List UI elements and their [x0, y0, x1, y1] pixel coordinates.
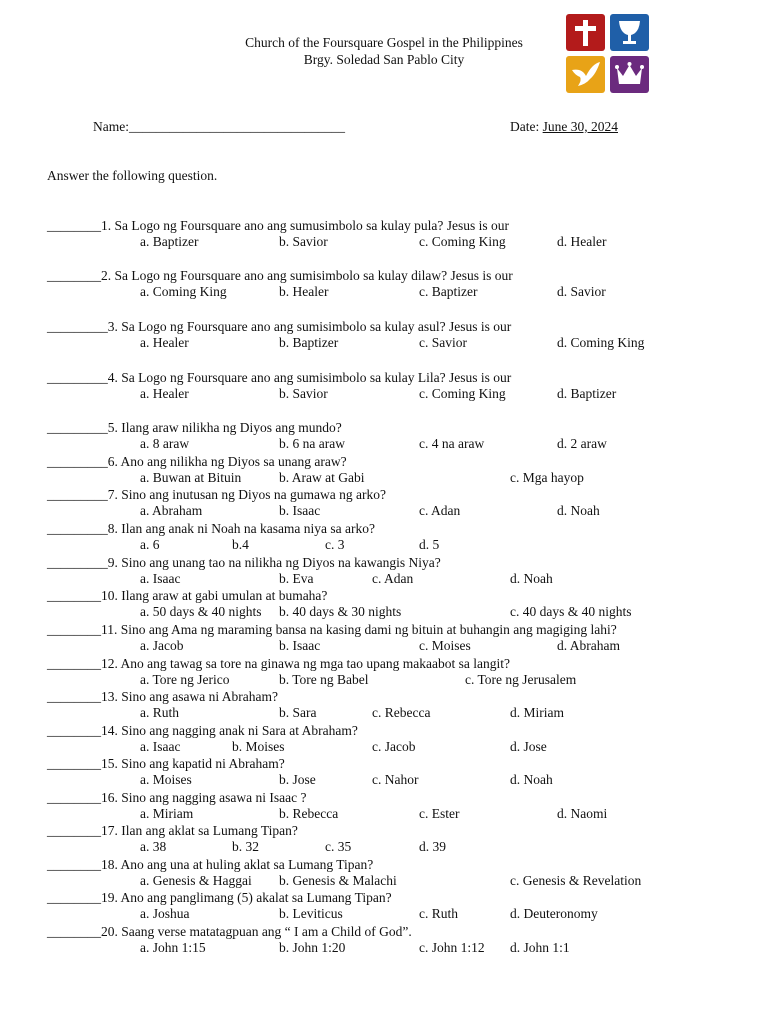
question-17-choice: c. 35: [325, 839, 352, 854]
question-14: ________14. Sino ang nagging anak ni Sara at Abraham?: [47, 723, 358, 738]
question-8-choice: d. 5: [419, 537, 440, 552]
question-3-choice: d. Coming King: [557, 335, 645, 350]
question-13-choice: d. Miriam: [510, 705, 564, 720]
question-20-choice: a. John 1:15: [140, 940, 206, 955]
question-14-choice: d. Jose: [510, 739, 547, 754]
question-4-choice: d. Baptizer: [557, 386, 617, 401]
question-18-choice: a. Genesis & Haggai: [140, 873, 252, 888]
question-13-choice: b. Sara: [279, 705, 317, 720]
date-field: [510, 119, 618, 135]
question-3: _________3. Sa Logo ng Foursquare ano ang sumisimbolo sa kulay asul? Jesus is our: [47, 319, 512, 334]
question-1-choice: b. Savior: [279, 234, 328, 249]
question-9-choice: a. Isaac: [140, 571, 181, 586]
question-16-choice: c. Ester: [419, 806, 460, 821]
question-10-choice: a. 50 days & 40 nights: [140, 604, 262, 619]
question-9-choice: b. Eva: [279, 571, 314, 586]
question-1: ________1. Sa Logo ng Foursquare ano ang sumusimbolo sa kulay pula? Jesus is our: [47, 218, 509, 233]
question-2-choice: a. Coming King: [140, 284, 227, 299]
question-9: _________9. Sino ang unang tao na nilikha ng Diyos na kawangis Niya?: [47, 555, 441, 570]
question-4-choice: a. Healer: [140, 386, 189, 401]
date-label: Date:: [510, 119, 540, 134]
question-16: ________16. Sino ang nagging asawa ni Isaac ?: [47, 790, 307, 805]
question-7: _________7. Sino ang inutusan ng Diyos na gumawa ng arko?: [47, 487, 386, 502]
question-8-choice: c. 3: [325, 537, 345, 552]
question-18: ________18. Ano ang una at huling aklat sa Lumang Tipan?: [47, 857, 374, 872]
question-17-choice: b. 32: [232, 839, 259, 854]
question-2-choice: b. Healer: [279, 284, 329, 299]
question-12-choice: a. Tore ng Jerico: [140, 672, 230, 687]
date-value: June 30, 2024: [542, 119, 618, 134]
question-16-choice: b. Rebecca: [279, 806, 339, 821]
question-4-choice: b. Savior: [279, 386, 328, 401]
question-11-choice: b. Isaac: [279, 638, 321, 653]
question-7-choice: b. Isaac: [279, 503, 321, 518]
question-9-choice: c. Adan: [372, 571, 414, 586]
question-13: ________13. Sino ang asawa ni Abraham?: [47, 689, 278, 704]
question-15-choice: b. Jose: [279, 772, 316, 787]
question-19: ________19. Ano ang panglimang (5) akalat sa Lumang Tipan?: [47, 890, 392, 905]
crown-icon: [610, 56, 649, 93]
question-6-choice: c. Mga hayop: [510, 470, 584, 485]
question-3-choice: a. Healer: [140, 335, 189, 350]
foursquare-logo: [566, 14, 650, 94]
question-12-choice: b. Tore ng Babel: [279, 672, 369, 687]
question-13-choice: a. Ruth: [140, 705, 179, 720]
question-6-choice: a. Buwan at Bituin: [140, 470, 242, 485]
question-5-choice: d. 2 araw: [557, 436, 607, 451]
question-6-choice: b. Araw at Gabi: [279, 470, 365, 485]
question-17-choice: d. 39: [419, 839, 446, 854]
question-8-choice: b.4: [232, 537, 249, 552]
question-2-choice: d. Savior: [557, 284, 606, 299]
question-7-choice: a. Abraham: [140, 503, 203, 518]
question-3-choice: b. Baptizer: [279, 335, 339, 350]
question-6: _________6. Ano ang nilikha ng Diyos sa unang araw?: [47, 454, 347, 469]
question-2: ________2. Sa Logo ng Foursquare ano ang sumisimbolo sa kulay dilaw? Jesus is our: [47, 268, 513, 283]
question-12: ________12. Ano ang tawag sa tore na ginawa ng mga tao upang makaabot sa langit?: [47, 656, 511, 671]
dove-icon: [566, 56, 605, 93]
question-5-choice: c. 4 na araw: [419, 436, 485, 451]
question-11-choice: c. Moises: [419, 638, 471, 653]
question-11-choice: d. Abraham: [557, 638, 620, 653]
question-1-choice: c. Coming King: [419, 234, 506, 249]
question-11-choice: a. Jacob: [140, 638, 184, 653]
question-10: ________10. Ilang araw at gabi umulan at bumaha?: [47, 588, 328, 603]
question-1-choice: d. Healer: [557, 234, 607, 249]
question-17-choice: a. 38: [140, 839, 167, 854]
question-14-choice: c. Jacob: [372, 739, 416, 754]
question-20-choice: b. John 1:20: [279, 940, 346, 955]
question-20-choice: d. John 1:1: [510, 940, 570, 955]
cup-icon: [610, 14, 649, 51]
question-20-choice: c. John 1:12: [419, 940, 485, 955]
question-5: _________5. Ilang araw nilikha ng Diyos ang mundo?: [47, 420, 342, 435]
question-18-choice: c. Genesis & Revelation: [510, 873, 642, 888]
question-19-choice: b. Leviticus: [279, 906, 343, 921]
question-16-choice: a. Miriam: [140, 806, 194, 821]
question-17: ________17. Ilan ang aklat sa Lumang Tipan?: [47, 823, 298, 838]
cross-icon: [566, 14, 605, 51]
question-4: _________4. Sa Logo ng Foursquare ano ang sumisimbolo sa kulay Lila? Jesus is our: [47, 370, 512, 385]
question-15-choice: d. Noah: [510, 772, 553, 787]
question-8-choice: a. 6: [140, 537, 160, 552]
question-4-choice: c. Coming King: [419, 386, 506, 401]
question-15: ________15. Sino ang kapatid ni Abraham?: [47, 756, 285, 771]
question-14-choice: a. Isaac: [140, 739, 181, 754]
question-13-choice: c. Rebecca: [372, 705, 431, 720]
question-15-choice: a. Moises: [140, 772, 192, 787]
question-3-choice: c. Savior: [419, 335, 467, 350]
question-1-choice: a. Baptizer: [140, 234, 199, 249]
question-19-choice: a. Joshua: [140, 906, 190, 921]
name-field: Name:________________________________: [93, 119, 345, 134]
question-20: ________20. Saang verse matatagpuan ang “ I am a Child of God”.: [47, 924, 412, 939]
question-2-choice: c. Baptizer: [419, 284, 478, 299]
question-5-choice: b. 6 na araw: [279, 436, 345, 451]
question-10-choice: b. 40 days & 30 nights: [279, 604, 402, 619]
question-7-choice: d. Noah: [557, 503, 600, 518]
question-18-choice: b. Genesis & Malachi: [279, 873, 397, 888]
question-12-choice: c. Tore ng Jerusalem: [465, 672, 577, 687]
question-14-choice: b. Moises: [232, 739, 285, 754]
question-15-choice: c. Nahor: [372, 772, 419, 787]
question-16-choice: d. Naomi: [557, 806, 608, 821]
org-address: Brgy. Soledad San Pablo City: [303, 52, 465, 67]
question-5-choice: a. 8 araw: [140, 436, 190, 451]
question-9-choice: d. Noah: [510, 571, 553, 586]
question-11: ________11. Sino ang Ama ng maraming bansa na kasing dami ng bituin at buhangin ang magiging lahi?: [47, 622, 617, 637]
org-name: Church of the Foursquare Gospel in the Philippines: [245, 35, 523, 50]
question-10-choice: c. 40 days & 40 nights: [510, 604, 632, 619]
instruction: Answer the following question.: [47, 168, 218, 183]
question-8: _________8. Ilan ang anak ni Noah na kasama niya sa arko?: [47, 521, 376, 536]
question-19-choice: d. Deuteronomy: [510, 906, 598, 921]
question-7-choice: c. Adan: [419, 503, 461, 518]
question-19-choice: c. Ruth: [419, 906, 458, 921]
